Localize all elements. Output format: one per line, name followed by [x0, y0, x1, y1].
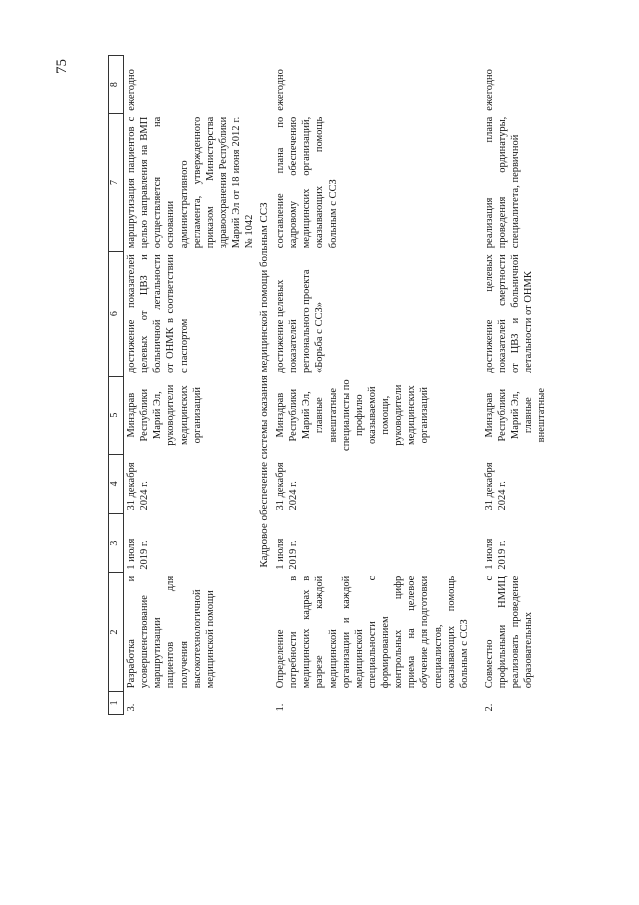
section-title-row [257, 56, 273, 715]
result: реализация плана проведения ординатуры, специалитета, первичной [483, 116, 522, 249]
col-4-header: 4 [109, 454, 124, 513]
row-number: 2. [483, 703, 495, 712]
measure-name: Совместно с профильными НМИЦ реализовать проведение образовательных [483, 575, 535, 689]
result: составление плана по кадровому обеспечению медицинских организаций, оказывающих помощь больным с ССЗ [275, 116, 339, 249]
end-date: 31 декабря 2024 г. [483, 462, 508, 511]
result: маршрутизация пациентов с целью направления на ВМП осуществляется на основании административного регламента, утвержденного приказом Министерства здравоохранения Республики Марий Эл от 18 июня 2012 г. № 1042 [126, 116, 256, 249]
page-number: 75 [54, 59, 70, 74]
indicator: достижение целевых показателей регионального проекта «Борьба с ССЗ» [275, 269, 326, 374]
row-number: 1. [275, 703, 286, 712]
table-row [482, 56, 550, 715]
row-number: 3. [126, 703, 137, 712]
measure-name: Разработка и усовершенствование маршрутизации пациентов для получения высокотехнологичной медицинской помощи [126, 575, 216, 689]
col-3-header: 3 [109, 514, 124, 573]
measure-name: Определение потребности в медицинских кадрах в разрезе каждой медицинской организации и каждой медицинской специальности с формированием контрольных цифр приема на целевое обучение для подготовки специалистов, оказывающих помощь больным с ССЗ [275, 575, 470, 689]
col-6-header: 6 [109, 251, 124, 376]
frequency: ежегодно [275, 69, 286, 111]
col-2-header: 2 [109, 573, 124, 691]
start-date: 1 июля 2019 г. [126, 538, 151, 570]
measures-table [108, 55, 550, 715]
col-7-header: 7 [109, 114, 124, 252]
indicator: достижение целевых показателей смертности от ЦВЗ и больничной летальности от ОНМК [483, 254, 535, 374]
start-date: 1 июля 2019 г. [275, 538, 300, 570]
responsible: Минздрав Республики Марий Эл, главные внештатные [483, 387, 548, 443]
col-8-header: 8 [109, 56, 124, 114]
responsible: Минздрав Республики Марий Эл, руководители медицинских организаций [126, 384, 203, 446]
frequency: ежегодно [126, 69, 137, 111]
end-date: 31 декабря 2024 г. [275, 462, 300, 511]
table-row [124, 56, 258, 715]
start-date: 1 июля 2019 г. [483, 538, 508, 570]
responsible: Минздрав Республики Марий Эл, главные внештатные специалисты по профилю оказываемой помощи, руководители медицинских организаций [275, 379, 431, 451]
end-date: 31 декабря 2024 г. [126, 462, 151, 511]
col-1-header: 1 [109, 691, 124, 714]
indicator: достижение показателей целевых от ЦВЗ и больничной летальности от ОНМК в соответствии с паспортом [126, 254, 190, 374]
column-number-row [109, 56, 124, 715]
frequency: ежегодно [483, 69, 495, 111]
table-row [273, 56, 472, 715]
section-title: Кадровое обеспечение системы оказания медицинской помощи больным ССЗ [258, 202, 271, 568]
col-5-header: 5 [109, 376, 124, 454]
